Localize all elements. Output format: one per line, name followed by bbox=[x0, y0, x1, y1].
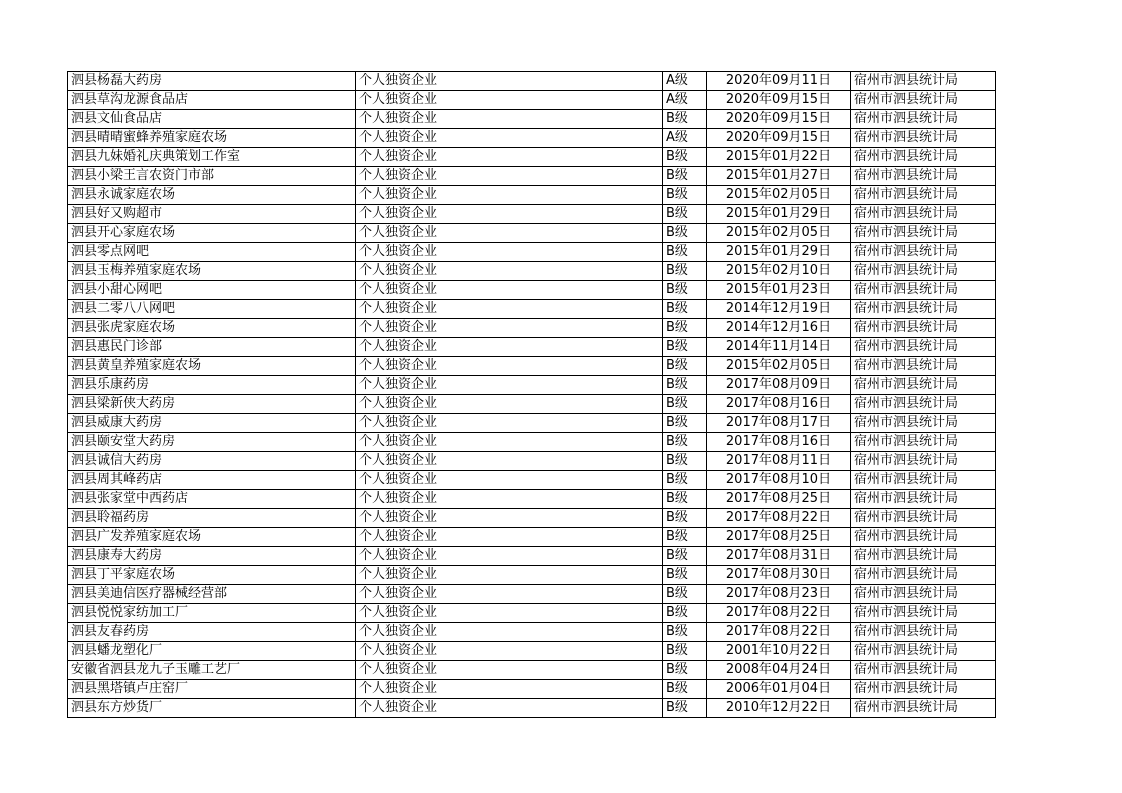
authority-cell: 宿州市泗县统计局 bbox=[851, 642, 996, 661]
enterprise-name-cell: 泗县零点网吧 bbox=[68, 243, 356, 262]
authority-cell: 宿州市泗县统计局 bbox=[851, 528, 996, 547]
enterprise-type-cell: 个人独资企业 bbox=[356, 547, 663, 566]
authority-cell: 宿州市泗县统计局 bbox=[851, 395, 996, 414]
enterprise-name-cell: 泗县文仙食品店 bbox=[68, 110, 356, 129]
table-row bbox=[68, 547, 996, 566]
authority-cell: 宿州市泗县统计局 bbox=[851, 72, 996, 91]
date-cell: 2017年08月31日 bbox=[707, 547, 851, 566]
date-cell: 2017年08月25日 bbox=[707, 528, 851, 547]
table-row bbox=[68, 623, 996, 642]
table-row bbox=[68, 471, 996, 490]
credit-grade-cell: B级 bbox=[663, 585, 707, 604]
date-cell: 2015年01月27日 bbox=[707, 167, 851, 186]
enterprise-name-cell: 安徽省泗县龙九子玉雕工艺厂 bbox=[68, 661, 356, 680]
authority-cell: 宿州市泗县统计局 bbox=[851, 262, 996, 281]
table-row bbox=[68, 566, 996, 585]
credit-grade-cell: A级 bbox=[663, 129, 707, 148]
enterprise-type-cell: 个人独资企业 bbox=[356, 566, 663, 585]
enterprise-name-cell: 泗县好又购超市 bbox=[68, 205, 356, 224]
credit-grade-cell: B级 bbox=[663, 243, 707, 262]
date-cell: 2017年08月16日 bbox=[707, 395, 851, 414]
authority-cell: 宿州市泗县统计局 bbox=[851, 699, 996, 718]
table-row bbox=[68, 91, 996, 110]
authority-cell: 宿州市泗县统计局 bbox=[851, 490, 996, 509]
enterprise-name-cell: 泗县诚信大药房 bbox=[68, 452, 356, 471]
date-cell: 2015年01月23日 bbox=[707, 281, 851, 300]
enterprise-name-cell: 泗县玉梅养殖家庭农场 bbox=[68, 262, 356, 281]
date-cell: 2014年12月16日 bbox=[707, 319, 851, 338]
credit-grade-cell: B级 bbox=[663, 452, 707, 471]
enterprise-type-cell: 个人独资企业 bbox=[356, 129, 663, 148]
authority-cell: 宿州市泗县统计局 bbox=[851, 167, 996, 186]
table-row bbox=[68, 72, 996, 91]
table-row bbox=[68, 281, 996, 300]
enterprise-credit-table bbox=[67, 71, 996, 718]
enterprise-type-cell: 个人独资企业 bbox=[356, 91, 663, 110]
credit-grade-cell: B级 bbox=[663, 262, 707, 281]
enterprise-name-cell: 泗县永诚家庭农场 bbox=[68, 186, 356, 205]
enterprise-name-cell: 泗县东方炒货厂 bbox=[68, 699, 356, 718]
enterprise-name-cell: 泗县小甜心网吧 bbox=[68, 281, 356, 300]
enterprise-type-cell: 个人独资企业 bbox=[356, 585, 663, 604]
enterprise-type-cell: 个人独资企业 bbox=[356, 604, 663, 623]
credit-grade-cell: B级 bbox=[663, 205, 707, 224]
enterprise-name-cell: 泗县广发养殖家庭农场 bbox=[68, 528, 356, 547]
authority-cell: 宿州市泗县统计局 bbox=[851, 224, 996, 243]
table-row bbox=[68, 376, 996, 395]
table-row bbox=[68, 148, 996, 167]
enterprise-type-cell: 个人独资企业 bbox=[356, 205, 663, 224]
enterprise-name-cell: 泗县张虎家庭农场 bbox=[68, 319, 356, 338]
table-row bbox=[68, 699, 996, 718]
date-cell: 2015年01月22日 bbox=[707, 148, 851, 167]
enterprise-name-cell: 泗县九妹婚礼庆典策划工作室 bbox=[68, 148, 356, 167]
credit-grade-cell: B级 bbox=[663, 642, 707, 661]
enterprise-type-cell: 个人独资企业 bbox=[356, 528, 663, 547]
date-cell: 2008年04月24日 bbox=[707, 661, 851, 680]
authority-cell: 宿州市泗县统计局 bbox=[851, 661, 996, 680]
authority-cell: 宿州市泗县统计局 bbox=[851, 281, 996, 300]
credit-grade-cell: B级 bbox=[663, 433, 707, 452]
date-cell: 2017年08月23日 bbox=[707, 585, 851, 604]
table-row bbox=[68, 243, 996, 262]
enterprise-type-cell: 个人独资企业 bbox=[356, 509, 663, 528]
enterprise-name-cell: 泗县友春药房 bbox=[68, 623, 356, 642]
table-row bbox=[68, 357, 996, 376]
enterprise-type-cell: 个人独资企业 bbox=[356, 243, 663, 262]
authority-cell: 宿州市泗县统计局 bbox=[851, 433, 996, 452]
date-cell: 2020年09月15日 bbox=[707, 110, 851, 129]
authority-cell: 宿州市泗县统计局 bbox=[851, 452, 996, 471]
credit-grade-cell: B级 bbox=[663, 110, 707, 129]
table-row bbox=[68, 167, 996, 186]
enterprise-type-cell: 个人独资企业 bbox=[356, 281, 663, 300]
credit-grade-cell: B级 bbox=[663, 300, 707, 319]
enterprise-name-cell: 泗县杨磊大药房 bbox=[68, 72, 356, 91]
enterprise-name-cell: 泗县草沟龙源食品店 bbox=[68, 91, 356, 110]
authority-cell: 宿州市泗县统计局 bbox=[851, 243, 996, 262]
enterprise-type-cell: 个人独资企业 bbox=[356, 300, 663, 319]
credit-grade-cell: B级 bbox=[663, 281, 707, 300]
authority-cell: 宿州市泗县统计局 bbox=[851, 205, 996, 224]
authority-cell: 宿州市泗县统计局 bbox=[851, 319, 996, 338]
enterprise-type-cell: 个人独资企业 bbox=[356, 414, 663, 433]
enterprise-type-cell: 个人独资企业 bbox=[356, 376, 663, 395]
table-row bbox=[68, 433, 996, 452]
enterprise-type-cell: 个人独资企业 bbox=[356, 471, 663, 490]
authority-cell: 宿州市泗县统计局 bbox=[851, 414, 996, 433]
enterprise-name-cell: 泗县黑塔镇卢庄窑厂 bbox=[68, 680, 356, 699]
table-row bbox=[68, 509, 996, 528]
enterprise-name-cell: 泗县乐康药房 bbox=[68, 376, 356, 395]
date-cell: 2015年01月29日 bbox=[707, 243, 851, 262]
date-cell: 2017年08月22日 bbox=[707, 604, 851, 623]
table-row bbox=[68, 604, 996, 623]
date-cell: 2017年08月30日 bbox=[707, 566, 851, 585]
enterprise-type-cell: 个人独资企业 bbox=[356, 186, 663, 205]
date-cell: 2015年02月05日 bbox=[707, 186, 851, 205]
authority-cell: 宿州市泗县统计局 bbox=[851, 300, 996, 319]
enterprise-name-cell: 泗县梁新侠大药房 bbox=[68, 395, 356, 414]
enterprise-name-cell: 泗县张家堂中西药店 bbox=[68, 490, 356, 509]
table-row bbox=[68, 680, 996, 699]
authority-cell: 宿州市泗县统计局 bbox=[851, 110, 996, 129]
enterprise-name-cell: 泗县康寿大药房 bbox=[68, 547, 356, 566]
authority-cell: 宿州市泗县统计局 bbox=[851, 129, 996, 148]
credit-grade-cell: B级 bbox=[663, 566, 707, 585]
date-cell: 2017年08月11日 bbox=[707, 452, 851, 471]
credit-grade-cell: B级 bbox=[663, 661, 707, 680]
enterprise-name-cell: 泗县蟠龙塑化厂 bbox=[68, 642, 356, 661]
enterprise-name-cell: 泗县黄皇养殖家庭农场 bbox=[68, 357, 356, 376]
enterprise-name-cell: 泗县二零八八网吧 bbox=[68, 300, 356, 319]
enterprise-type-cell: 个人独资企业 bbox=[356, 72, 663, 91]
credit-grade-cell: B级 bbox=[663, 319, 707, 338]
authority-cell: 宿州市泗县统计局 bbox=[851, 604, 996, 623]
credit-grade-cell: B级 bbox=[663, 376, 707, 395]
enterprise-type-cell: 个人独资企业 bbox=[356, 699, 663, 718]
authority-cell: 宿州市泗县统计局 bbox=[851, 547, 996, 566]
authority-cell: 宿州市泗县统计局 bbox=[851, 186, 996, 205]
enterprise-type-cell: 个人独资企业 bbox=[356, 642, 663, 661]
enterprise-name-cell: 泗县周其峰药店 bbox=[68, 471, 356, 490]
enterprise-name-cell: 泗县聆福药房 bbox=[68, 509, 356, 528]
date-cell: 2017年08月17日 bbox=[707, 414, 851, 433]
enterprise-name-cell: 泗县美迪信医疗器械经营部 bbox=[68, 585, 356, 604]
authority-cell: 宿州市泗县统计局 bbox=[851, 566, 996, 585]
authority-cell: 宿州市泗县统计局 bbox=[851, 148, 996, 167]
enterprise-name-cell: 泗县开心家庭农场 bbox=[68, 224, 356, 243]
date-cell: 2015年02月05日 bbox=[707, 224, 851, 243]
credit-grade-cell: B级 bbox=[663, 338, 707, 357]
enterprise-type-cell: 个人独资企业 bbox=[356, 338, 663, 357]
credit-grade-cell: B级 bbox=[663, 623, 707, 642]
table-row bbox=[68, 490, 996, 509]
date-cell: 2017年08月09日 bbox=[707, 376, 851, 395]
date-cell: 2014年11月14日 bbox=[707, 338, 851, 357]
enterprise-type-cell: 个人独资企业 bbox=[356, 623, 663, 642]
enterprise-name-cell: 泗县小梁王言农资门市部 bbox=[68, 167, 356, 186]
date-cell: 2015年02月10日 bbox=[707, 262, 851, 281]
date-cell: 2001年10月22日 bbox=[707, 642, 851, 661]
table-row bbox=[68, 642, 996, 661]
date-cell: 2017年08月22日 bbox=[707, 509, 851, 528]
enterprise-name-cell: 泗县惠民门诊部 bbox=[68, 338, 356, 357]
authority-cell: 宿州市泗县统计局 bbox=[851, 509, 996, 528]
credit-grade-cell: B级 bbox=[663, 224, 707, 243]
credit-grade-cell: B级 bbox=[663, 547, 707, 566]
enterprise-type-cell: 个人独资企业 bbox=[356, 110, 663, 129]
table-row bbox=[68, 585, 996, 604]
table-row bbox=[68, 186, 996, 205]
credit-grade-cell: B级 bbox=[663, 471, 707, 490]
date-cell: 2015年01月29日 bbox=[707, 205, 851, 224]
table-row bbox=[68, 224, 996, 243]
authority-cell: 宿州市泗县统计局 bbox=[851, 471, 996, 490]
credit-grade-cell: A级 bbox=[663, 91, 707, 110]
credit-grade-cell: B级 bbox=[663, 680, 707, 699]
date-cell: 2006年01月04日 bbox=[707, 680, 851, 699]
enterprise-type-cell: 个人独资企业 bbox=[356, 433, 663, 452]
table-row bbox=[68, 414, 996, 433]
table-body bbox=[68, 72, 996, 718]
credit-grade-cell: B级 bbox=[663, 395, 707, 414]
enterprise-type-cell: 个人独资企业 bbox=[356, 661, 663, 680]
enterprise-type-cell: 个人独资企业 bbox=[356, 395, 663, 414]
table-row bbox=[68, 262, 996, 281]
enterprise-name-cell: 泗县晴晴蜜蜂养殖家庭农场 bbox=[68, 129, 356, 148]
enterprise-name-cell: 泗县威康大药房 bbox=[68, 414, 356, 433]
enterprise-type-cell: 个人独资企业 bbox=[356, 262, 663, 281]
date-cell: 2017年08月22日 bbox=[707, 623, 851, 642]
date-cell: 2014年12月19日 bbox=[707, 300, 851, 319]
authority-cell: 宿州市泗县统计局 bbox=[851, 338, 996, 357]
table-row bbox=[68, 300, 996, 319]
credit-grade-cell: B级 bbox=[663, 604, 707, 623]
authority-cell: 宿州市泗县统计局 bbox=[851, 585, 996, 604]
credit-grade-cell: A级 bbox=[663, 72, 707, 91]
enterprise-type-cell: 个人独资企业 bbox=[356, 224, 663, 243]
date-cell: 2017年08月16日 bbox=[707, 433, 851, 452]
date-cell: 2010年12月22日 bbox=[707, 699, 851, 718]
date-cell: 2020年09月15日 bbox=[707, 129, 851, 148]
date-cell: 2017年08月10日 bbox=[707, 471, 851, 490]
authority-cell: 宿州市泗县统计局 bbox=[851, 91, 996, 110]
enterprise-name-cell: 泗县悦悦家纺加工厂 bbox=[68, 604, 356, 623]
table-row bbox=[68, 110, 996, 129]
authority-cell: 宿州市泗县统计局 bbox=[851, 357, 996, 376]
credit-grade-cell: B级 bbox=[663, 490, 707, 509]
date-cell: 2020年09月15日 bbox=[707, 91, 851, 110]
credit-grade-cell: B级 bbox=[663, 528, 707, 547]
table-row bbox=[68, 661, 996, 680]
enterprise-name-cell: 泗县颐安堂大药房 bbox=[68, 433, 356, 452]
table-row bbox=[68, 395, 996, 414]
table-row bbox=[68, 452, 996, 471]
enterprise-name-cell: 泗县丁平家庭农场 bbox=[68, 566, 356, 585]
authority-cell: 宿州市泗县统计局 bbox=[851, 680, 996, 699]
authority-cell: 宿州市泗县统计局 bbox=[851, 623, 996, 642]
credit-grade-cell: B级 bbox=[663, 357, 707, 376]
table-row bbox=[68, 319, 996, 338]
date-cell: 2015年02月05日 bbox=[707, 357, 851, 376]
credit-grade-cell: B级 bbox=[663, 414, 707, 433]
enterprise-type-cell: 个人独资企业 bbox=[356, 490, 663, 509]
enterprise-type-cell: 个人独资企业 bbox=[356, 148, 663, 167]
authority-cell: 宿州市泗县统计局 bbox=[851, 376, 996, 395]
table-row bbox=[68, 528, 996, 547]
credit-grade-cell: B级 bbox=[663, 699, 707, 718]
date-cell: 2020年09月11日 bbox=[707, 72, 851, 91]
date-cell: 2017年08月25日 bbox=[707, 490, 851, 509]
credit-grade-cell: B级 bbox=[663, 148, 707, 167]
enterprise-type-cell: 个人独资企业 bbox=[356, 167, 663, 186]
table-row bbox=[68, 338, 996, 357]
table-row bbox=[68, 129, 996, 148]
credit-grade-cell: B级 bbox=[663, 509, 707, 528]
credit-grade-cell: B级 bbox=[663, 167, 707, 186]
credit-grade-cell: B级 bbox=[663, 186, 707, 205]
enterprise-type-cell: 个人独资企业 bbox=[356, 680, 663, 699]
enterprise-type-cell: 个人独资企业 bbox=[356, 357, 663, 376]
enterprise-type-cell: 个人独资企业 bbox=[356, 319, 663, 338]
enterprise-type-cell: 个人独资企业 bbox=[356, 452, 663, 471]
table-row bbox=[68, 205, 996, 224]
